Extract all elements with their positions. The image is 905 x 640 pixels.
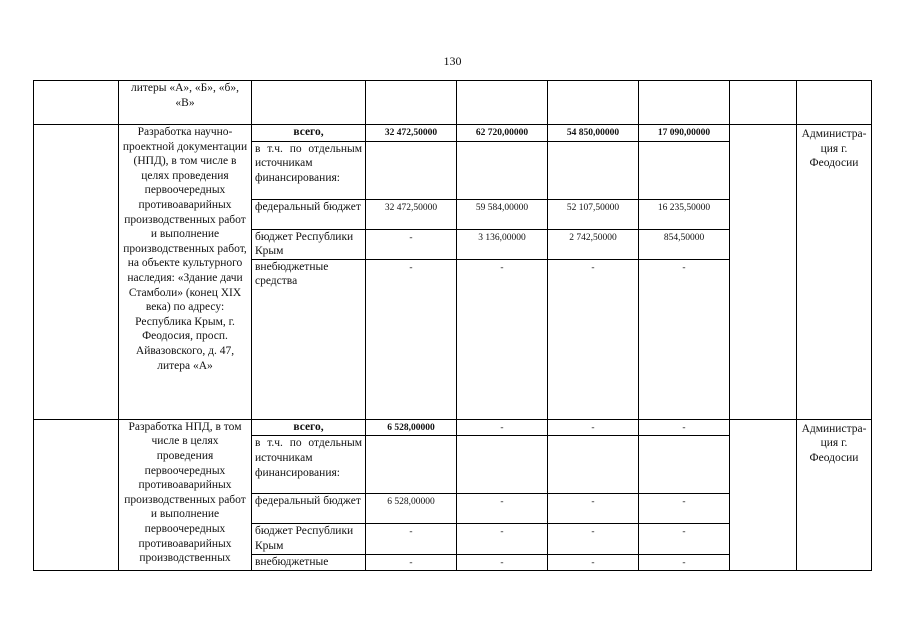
value-cell: - [366, 229, 457, 259]
source-label: внебюджетные [252, 554, 366, 571]
value-cell: 17 090,00000 [639, 125, 730, 142]
source-total-label: всего, [252, 125, 366, 142]
value-cell: - [548, 524, 639, 554]
source-label: федеральный бюджет [252, 199, 366, 229]
value-cell: 32 472,50000 [366, 125, 457, 142]
value-cell: 54 850,00000 [548, 125, 639, 142]
executor-cell: Администра-ция г. Феодосии [797, 125, 872, 420]
value-cell: 16 235,50000 [639, 199, 730, 229]
value-cell: - [457, 494, 548, 524]
project-name: Разработка научно-проектной документации (НПД), в том числе в целях проведения первоочередных противоаварийных производственных работ и выполнение производственных работ, на объекте культурного наследия: «Здание дачи Стамболи» (конец XIX века) по адресу: Республика Крым, г. Феодосия, просп. Айвазовского, д. 47, литера «А» [119, 125, 252, 420]
source-label: бюджет Республики Крым [252, 229, 366, 259]
value-cell: - [548, 259, 639, 419]
source-label: внебюджетные средства [252, 259, 366, 419]
source-label: в т.ч. по отдельным источникам финансирования: [252, 141, 366, 199]
value-cell: 52 107,50000 [548, 199, 639, 229]
value-cell: 2 742,50000 [548, 229, 639, 259]
source-total-label: всего, [252, 419, 366, 436]
carry-over-row [34, 81, 872, 125]
executor-cell: Администра-ция г. Феодосии [797, 419, 872, 570]
value-cell: 6 528,00000 [366, 419, 457, 436]
value-cell: - [548, 554, 639, 571]
value-cell: - [457, 419, 548, 436]
value-cell: 6 528,00000 [366, 494, 457, 524]
value-cell: 32 472,50000 [366, 199, 457, 229]
table-row [34, 419, 872, 436]
value-cell: - [548, 419, 639, 436]
value-cell: 62 720,00000 [457, 125, 548, 142]
value-cell: 59 584,00000 [457, 199, 548, 229]
object-name-cell: литеры «А», «Б», «б», «В» [119, 81, 252, 125]
value-cell: - [457, 554, 548, 571]
value-cell: - [639, 419, 730, 436]
value-cell: - [366, 259, 457, 419]
value-cell: - [366, 524, 457, 554]
page-number: 130 [443, 54, 462, 68]
value-cell: 854,50000 [639, 229, 730, 259]
value-cell: - [639, 524, 730, 554]
value-cell: - [548, 494, 639, 524]
value-cell: 3 136,00000 [457, 229, 548, 259]
funding-table [33, 80, 872, 571]
value-cell: - [457, 259, 548, 419]
table-row [34, 125, 872, 142]
source-label: федеральный бюджет [252, 494, 366, 524]
value-cell: - [366, 554, 457, 571]
value-cell: - [639, 554, 730, 571]
project-name: Разработка НПД, в том числе в целях проведения первоочередных противоаварийных производственных работ и выполнение первоочередных противоаварийных производственных [119, 419, 252, 570]
source-label: в т.ч. по отдельным источникам финансирования: [252, 436, 366, 494]
value-cell: - [457, 524, 548, 554]
number-cell [34, 81, 119, 125]
source-label: бюджет Республики Крым [252, 524, 366, 554]
value-cell: - [639, 494, 730, 524]
value-cell: - [639, 259, 730, 419]
